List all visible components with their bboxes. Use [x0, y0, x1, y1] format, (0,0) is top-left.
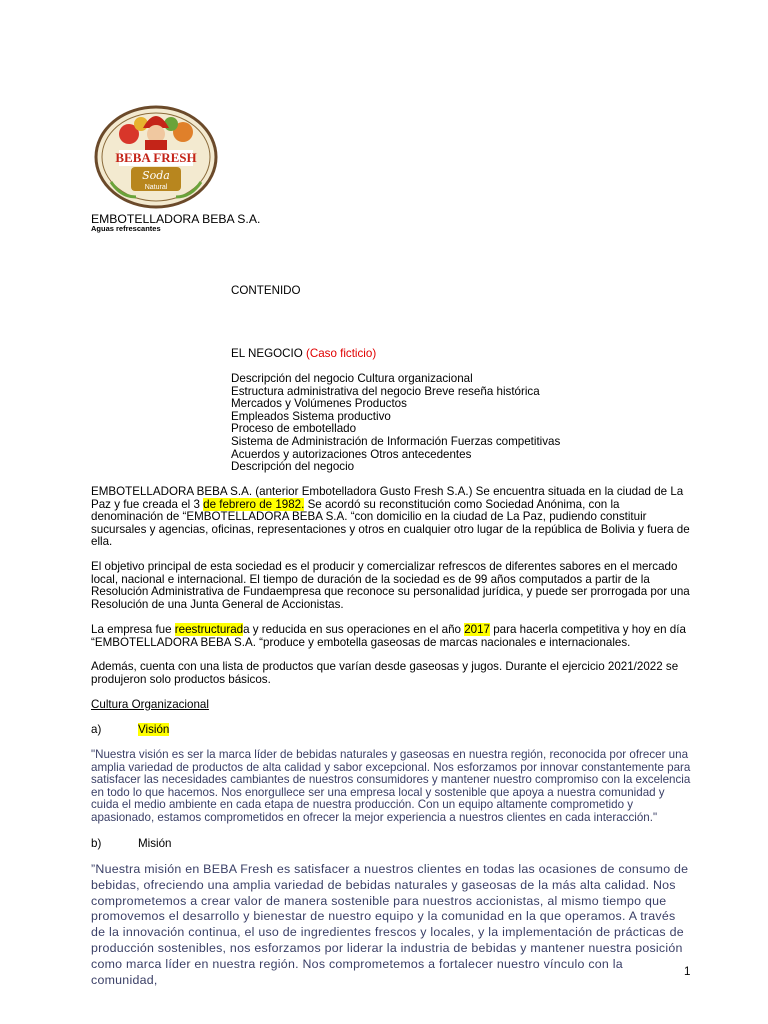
highlight-reestructurad: reestructurad — [174, 623, 244, 636]
toc-item: Mercados y Volúmenes Productos — [231, 397, 407, 411]
paragraph-restructure-text-c: para hacerla competitiva y hoy en día “EMBOTELLADORA BEBA S.A. “produce y embotella gaseosas de marcas nacionales e internacionales. — [91, 623, 686, 649]
paragraph-history-text-b: Se acordó su reconstitución como Sociedad Anónima, con la denominación de “EMBOTELLADORA BEBA S.A. “con domicilio en la ciudad de La Paz, pudiendo constituir sucursales y agencias, oficinas, representaciones y otros en cualquier otro lugar de la república de Bolivia y fuera de ella. — [91, 497, 690, 549]
paragraph-objective: El objetivo principal de esta sociedad es el producir y comercializar refrescos de diferentes sabores en el mercado local, nacional e internacional. El tiempo de duración de la sociedad es de 99 años computados a partir de la Resolución Administrativa de Fundaempresa que reconoce su personalidad jurídica, y puede ser prorrogada por una Resolución de una Junta General de Accionistas. — [91, 560, 690, 611]
paragraph-history-text-a: EMBOTELLADORA BEBA S.A. (anterior Embotelladora Gusto Fresh S.A.) Se encuentra situada en la ciudad de La Paz y fue creada el 3 — [91, 485, 684, 511]
page-number: 1 — [684, 965, 691, 978]
company-logo — [91, 102, 221, 212]
toc-item: Descripción del negocio — [231, 460, 355, 474]
paragraph-restructure-text-b: a y reducida en sus operaciones en el año — [243, 623, 465, 636]
section-note: (Caso ficticio) — [305, 347, 377, 360]
contents-title: CONTENIDO — [231, 284, 301, 297]
paragraph-products: Además, cuenta con una lista de productos que varían desde gaseosas y jugos. Durante el ejercicio 2021/2022 se produjeron solo productos básicos. — [91, 660, 679, 686]
mision-letter: b) — [91, 837, 102, 850]
logo-brand-text: BEBA FRESH — [115, 150, 197, 165]
paragraph-restructure-text-a: La empresa fue — [91, 623, 175, 636]
toc-item: Proceso de embotellado — [231, 422, 357, 436]
vision-text: "Nuestra visión es ser la marca líder de bebidas naturales y gaseosas en nuestra región, reconocida por ofrecer una amplia variedad de productos de alta calidad y sabor excepcional. Nos esforzamos por innovar constantemente para satisfacer las necesidades cambiantes de nuestros consumidores y mantener nuestro compromiso con la excelencia en todo lo que hacemos. Nos enorgullece ser una empresa local y sostenible que apoya a nuestra comunidad y cuida el medio ambiente en cada etapa de nuestra producción. Con un equipo altamente comprometido y apasionado, estamos comprometidos en ofrecer la mejor experiencia a nuestros clientes en cada interacción." — [91, 748, 691, 824]
paragraph-history — [91, 486, 691, 549]
toc-item: Acuerdos y autorizaciones Otros antecedentes — [231, 447, 472, 461]
toc-item: Sistema de Administración de Información Fuerzas competitivas — [231, 434, 561, 448]
vision-title-text: Visión — [138, 723, 170, 736]
logo-script-text: Soda — [142, 169, 170, 182]
toc-list — [231, 373, 651, 474]
logo-sub-text: Natural — [144, 184, 168, 191]
company-name: EMBOTELLADORA BEBA S.A. — [91, 212, 261, 226]
cultura-heading: Cultura Organizacional — [91, 698, 209, 711]
toc-item: Empleados Sistema productivo — [231, 409, 391, 423]
company-tagline: Aguas refrescantes — [91, 224, 161, 233]
section-title-text: EL NEGOCIO — [231, 347, 303, 360]
mision-text: ”Nuestra misión en BEBA Fresh es satisfacer a nuestros clientes en todas las ocasiones de consumo de bebidas, ofreciendo una amplia variedad de bebidas naturales y gaseosas de la más alta calidad. Nos comprometemos a crear valor de manera sostenible para nuestros accionistas, al mismo tiempo que promovemos el desarrollo y bienestar de nuestro equipo y la comunidad en la que operamos. A través de la innovación continua, el uso de ingredientes frescos y locales, y la implementación de prácticas de producción sostenibles, nos esforzamos por liderar la industria de bebidas y mantener nuestra posición como marca líder en nuestra región. Nos comprometemos a fortalecer nuestro vínculo con la comunidad, — [91, 862, 689, 987]
mision-title: Misión — [138, 837, 172, 850]
toc-item: Estructura administrativa del negocio Breve reseña histórica — [231, 384, 540, 398]
highlight-year: 2017 — [464, 623, 490, 636]
highlight-date: de febrero de 1982. — [203, 497, 305, 511]
vision-letter: a) — [91, 723, 102, 736]
section-title — [231, 348, 376, 361]
toc-item: Descripción del negocio Cultura organizacional — [231, 372, 473, 385]
vision-title — [138, 724, 169, 737]
paragraph-restructure — [91, 624, 691, 649]
